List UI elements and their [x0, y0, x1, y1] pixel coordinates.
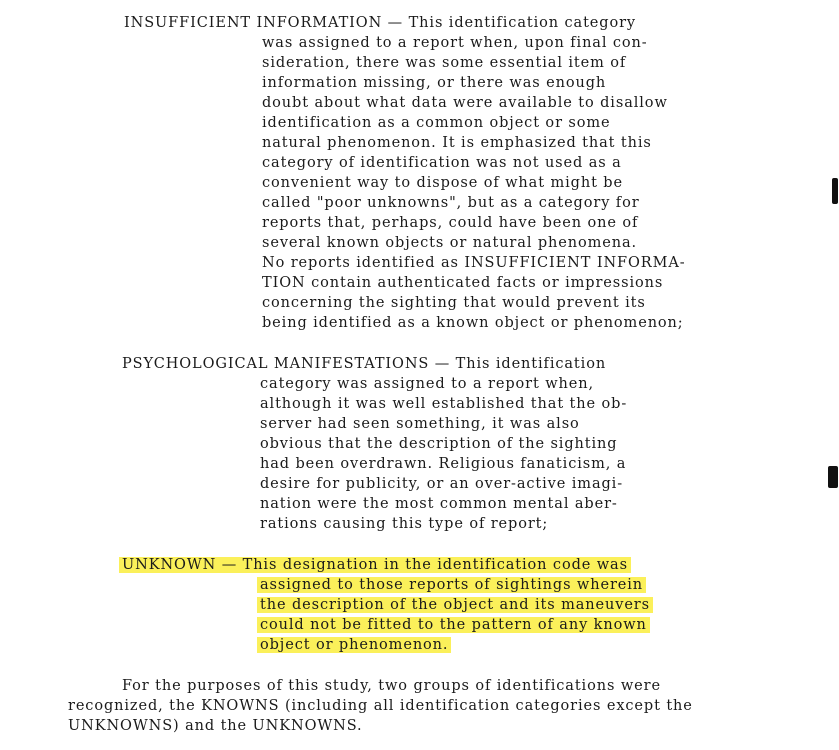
- section-heading-line: [122, 556, 631, 574]
- line-text: server had seen something, it was also: [260, 416, 580, 432]
- line-text: No reports identified as INSUFFICIENT INFORMA-: [262, 255, 686, 271]
- line-text: rations causing this type of report;: [260, 516, 549, 532]
- section-text-line: [262, 34, 648, 52]
- line-text: concerning the sighting that would prevent its: [262, 295, 646, 311]
- line-text: information missing, or there was enough: [262, 75, 607, 91]
- section-text-line: [262, 194, 640, 212]
- section-text-line: [260, 395, 627, 413]
- line-text: assigned to those reports of sightings wherein: [257, 577, 646, 593]
- line-text: category was assigned to a report when,: [260, 376, 594, 392]
- section-text-line: [262, 274, 663, 292]
- section-text-line: [262, 254, 686, 272]
- section-text-line: [262, 214, 638, 232]
- line-text: identification as a common object or some: [262, 115, 611, 131]
- line-text: could not be fitted to the pattern of any known: [257, 617, 650, 633]
- section-text-line: [260, 616, 650, 634]
- section-text-line: [262, 94, 668, 112]
- section-text-line: [260, 596, 653, 614]
- section-text-line: [260, 636, 451, 654]
- closing-text-line: UNKNOWNS) and the UNKNOWNS.: [68, 718, 363, 734]
- line-text: had been overdrawn. Religious fanaticism, a: [260, 456, 627, 472]
- closing-text-line: recognized, the KNOWNS (including all identification categories except the: [68, 698, 693, 714]
- line-text: although it was well established that the ob-: [260, 396, 628, 412]
- section-text-line: [262, 314, 684, 332]
- line-text: object or phenomenon.: [257, 637, 451, 653]
- section-heading-line: [124, 14, 636, 32]
- section-text-line: [260, 495, 618, 513]
- section-heading-line: [122, 355, 606, 373]
- line-text: PSYCHOLOGICAL MANIFESTATIONS — This identification: [122, 356, 607, 372]
- section-text-line: [260, 415, 580, 433]
- section-text-line: [260, 455, 626, 473]
- line-text: called "poor unknowns", but as a category for: [262, 195, 640, 211]
- line-text: being identified as a known object or phenomenon;: [262, 315, 684, 331]
- section-text-line: [262, 174, 623, 192]
- line-text: obvious that the description of the sighting: [260, 436, 618, 452]
- line-text: natural phenomenon. It is emphasized that this: [262, 135, 652, 151]
- section-text-line: [262, 54, 626, 72]
- line-text: desire for publicity, or an over-active imagi-: [260, 476, 624, 492]
- section-text-line: [262, 294, 646, 312]
- margin-mark: [832, 178, 838, 204]
- line-text: UNKNOWN — This designation in the identification code was: [119, 557, 631, 573]
- line-text: convenient way to dispose of what might be: [262, 175, 623, 191]
- section-text-line: [260, 475, 623, 493]
- line-text: doubt about what data were available to disallow: [262, 95, 668, 111]
- line-text: several known objects or natural phenomena.: [262, 235, 638, 251]
- line-text: the description of the object and its maneuvers: [257, 597, 653, 613]
- line-text: sideration, there was some essential item of: [262, 55, 627, 71]
- section-text-line: [262, 234, 637, 252]
- margin-mark: [828, 466, 838, 488]
- closing-text-line: For the purposes of this study, two groups of identifications were: [122, 678, 661, 694]
- section-text-line: [260, 435, 617, 453]
- section-text-line: [260, 375, 594, 393]
- section-text-line: [262, 74, 606, 92]
- line-text: was assigned to a report when, upon final con-: [262, 35, 648, 51]
- line-text: reports that, perhaps, could have been one of: [262, 215, 639, 231]
- line-text: nation were the most common mental aber-: [260, 496, 618, 512]
- line-text: TION contain authenticated facts or impressions: [262, 275, 664, 291]
- line-text: INSUFFICIENT INFORMATION — This identification category: [124, 15, 637, 31]
- section-text-line: [262, 134, 652, 152]
- section-text-line: [260, 576, 646, 594]
- section-text-line: [260, 515, 548, 533]
- section-text-line: [262, 114, 611, 132]
- line-text: category of identification was not used as a: [262, 155, 622, 171]
- section-text-line: [262, 154, 622, 172]
